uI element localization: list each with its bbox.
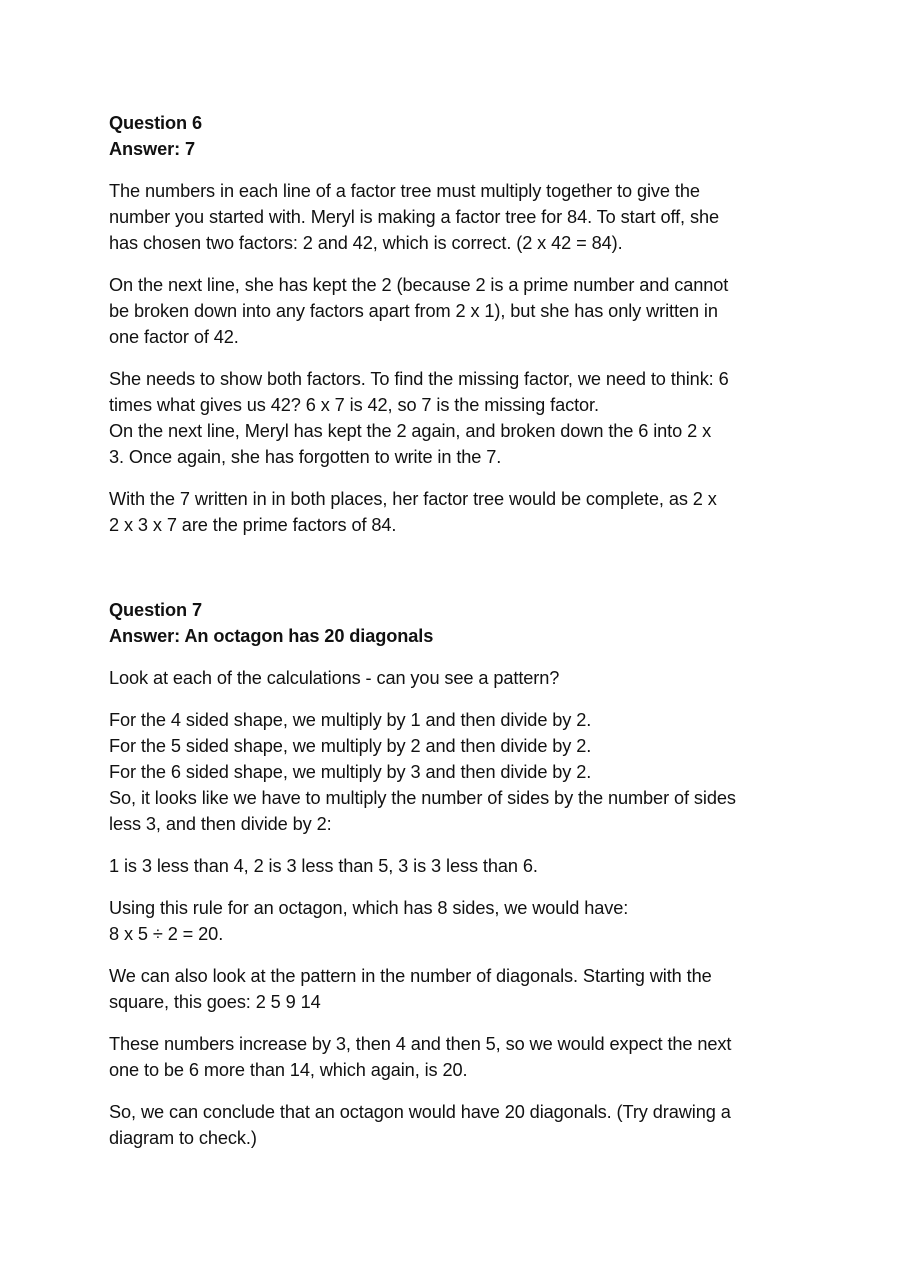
question-6-paragraph-2: On the next line, she has kept the 2 (because 2 is a prime number and cannot be broken down into any factors apart from 2 x 1), but she has only written in one factor of 42. [109,275,729,347]
question-7-paragraph-2: For the 4 sided shape, we multiply by 1 and then divide by 2. For the 5 sided shape, we multiply by 2 and then divide by 2. For the 6 sided shape, we multiply by 3 and then divide by 2. So, it looks like we have to multiply the number of sides by the number of sides less 3, and then divide by 2: [109,710,736,834]
question-6-title: Question 6 [109,113,202,133]
question-6-paragraph-4: With the 7 written in in both places, her factor tree would be complete, as 2 x 2 x 3 x 7 are the prime factors of 84. [109,489,717,535]
question-7-paragraph-6: These numbers increase by 3, then 4 and then 5, so we would expect the next one to be 6 more than 14, which again, is 20. [109,1034,732,1080]
question-7-paragraph-3: 1 is 3 less than 4, 2 is 3 less than 5, 3 is 3 less than 6. [109,856,538,876]
question-7-section [109,597,809,1151]
question-6-paragraph-1: The numbers in each line of a factor tree must multiply together to give the number you started with. Meryl is making a factor tree for 84. To start off, she has chosen two factors: 2 and 42, which is correct. (2 x 42 = 84). [109,181,719,253]
section-spacer [109,554,809,597]
question-7-title: Question 7 [109,600,202,620]
question-7-paragraph-1: Look at each of the calculations - can you see a pattern? [109,668,560,688]
document-page [109,110,809,1167]
question-7-paragraph-4: Using this rule for an octagon, which has 8 sides, we would have: 8 x 5 ÷ 2 = 20. [109,898,629,944]
question-7-answer: Answer: An octagon has 20 diagonals [109,626,434,646]
question-7-paragraph-7: So, we can conclude that an octagon would have 20 diagonals. (Try drawing a diagram to check.) [109,1102,731,1148]
question-6-section [109,110,809,538]
question-6-paragraph-3: She needs to show both factors. To find the missing factor, we need to think: 6 times what gives us 42? 6 x 7 is 42, so 7 is the missing factor. On the next line, Meryl has kept the 2 again, and broken down the 6 into 2 x 3. Once again, she has forgotten to write in the 7. [109,369,729,467]
question-7-paragraph-5: We can also look at the pattern in the number of diagonals. Starting with the square, this goes: 2 5 9 14 [109,966,712,1012]
question-6-answer: Answer: 7 [109,139,196,159]
